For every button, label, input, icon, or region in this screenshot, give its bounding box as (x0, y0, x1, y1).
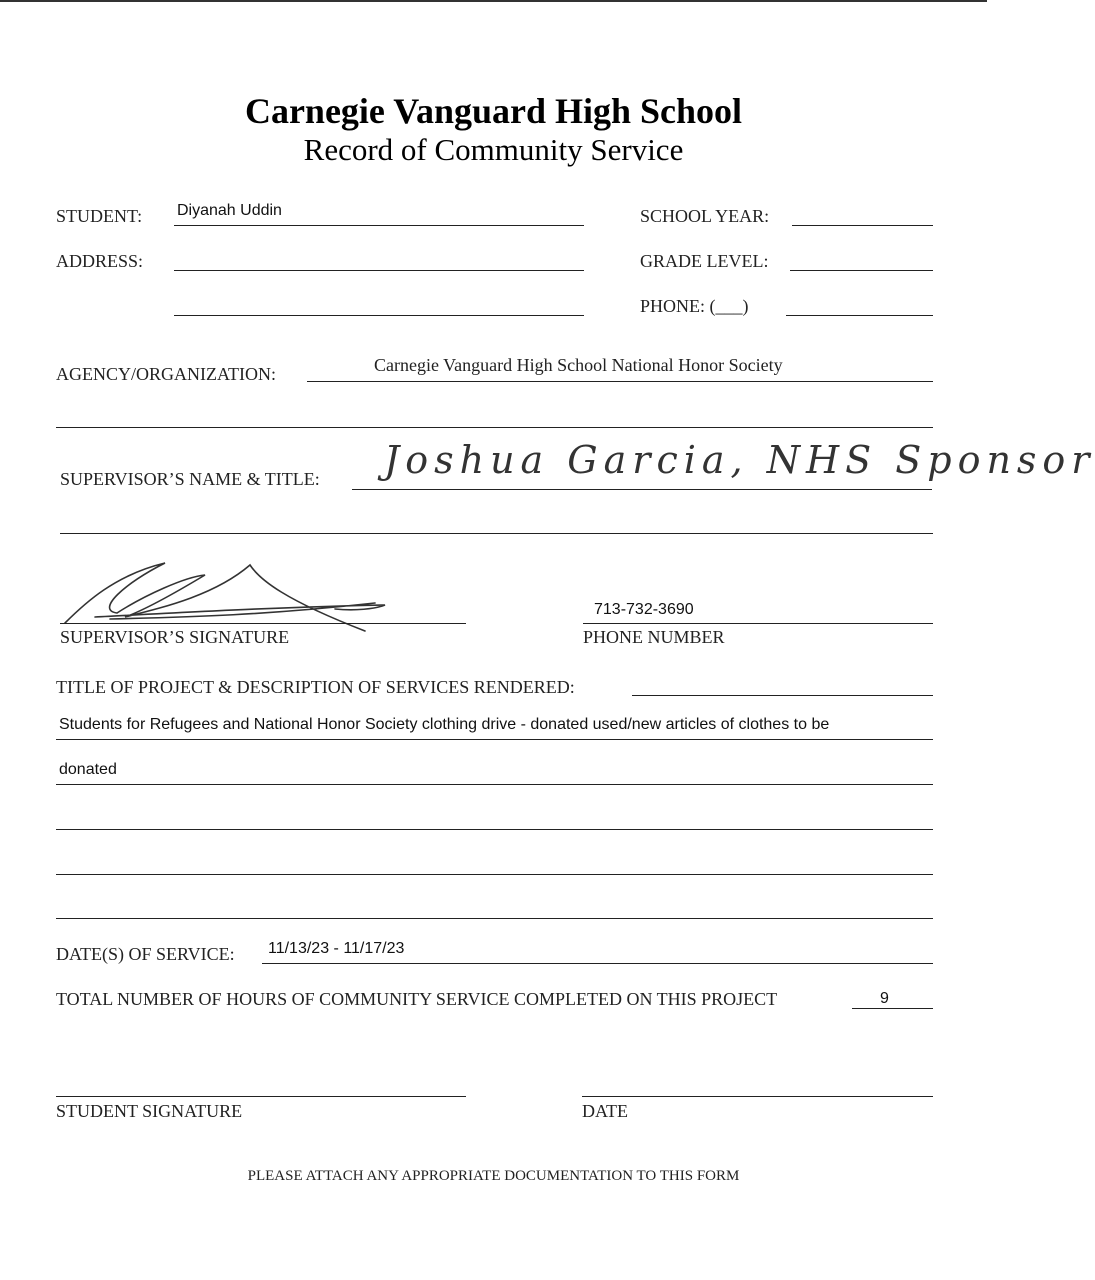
project-text-line2[interactable]: donated (59, 761, 117, 778)
student-value[interactable]: Diyanah Uddin (177, 202, 282, 219)
supervisor-name-handwriting[interactable]: Joshua Garcia, NHS Sponsor (384, 438, 1095, 482)
dates-value[interactable]: 11/13/23 - 11/17/23 (268, 940, 405, 957)
supervisor-name-label: SUPERVISOR’S NAME & TITLE: (60, 469, 320, 489)
school-name: Carnegie Vanguard High School (244, 91, 743, 131)
school-year-field[interactable] (792, 225, 933, 226)
phone-number-line (583, 623, 933, 624)
address-field-line2[interactable] (174, 315, 584, 316)
hours-line (852, 1008, 933, 1009)
agency-line (307, 381, 933, 382)
student-label: STUDENT: (56, 206, 143, 226)
dates-line (262, 963, 933, 964)
project-line3[interactable] (56, 829, 933, 830)
date-line[interactable] (582, 1096, 933, 1097)
phone-number-value[interactable]: 713-732-3690 (594, 601, 694, 618)
project-line1 (56, 739, 933, 740)
supervisor-signature-label: SUPERVISOR’S SIGNATURE (60, 627, 290, 647)
school-year-label: SCHOOL YEAR: (640, 206, 770, 226)
project-line2 (56, 784, 933, 785)
hours-value[interactable]: 9 (880, 990, 889, 1007)
project-line5[interactable] (56, 918, 933, 919)
footer-note: PLEASE ATTACH ANY APPROPRIATE DOCUMENTATION TO THIS FORM (247, 1168, 740, 1184)
agency-value[interactable]: Carnegie Vanguard High School National Honor Society (374, 355, 783, 375)
form-title: Record of Community Service (303, 132, 684, 167)
student-signature-line[interactable] (56, 1096, 466, 1097)
date-label: DATE (582, 1101, 628, 1121)
student-signature-label: STUDENT SIGNATURE (56, 1101, 243, 1121)
supervisor-name-line (352, 489, 932, 490)
dates-label: DATE(S) OF SERVICE: (56, 944, 235, 964)
phone-number-label: PHONE NUMBER (583, 627, 725, 647)
project-line0 (632, 695, 933, 696)
student-line (174, 225, 584, 226)
project-label: TITLE OF PROJECT & DESCRIPTION OF SERVICES RENDERED: (56, 677, 575, 697)
address-field-line1[interactable] (174, 270, 584, 271)
phone-label: PHONE: (___) (640, 296, 749, 316)
phone-field[interactable] (786, 315, 933, 316)
agency-line2[interactable] (56, 427, 933, 428)
supervisor-signature-line[interactable] (60, 623, 466, 624)
project-text-line1[interactable]: Students for Refugees and National Honor Society clothing drive - donated used/new articles of clothes to be (59, 716, 830, 733)
hours-label: TOTAL NUMBER OF HOURS OF COMMUNITY SERVICE COMPLETED ON THIS PROJECT (56, 989, 778, 1009)
supervisor-name-line2[interactable] (60, 533, 933, 534)
address-label: ADDRESS: (56, 251, 144, 271)
top-border (0, 0, 987, 2)
grade-level-field[interactable] (790, 270, 933, 271)
agency-label: AGENCY/ORGANIZATION: (56, 364, 276, 384)
grade-level-label: GRADE LEVEL: (640, 251, 769, 271)
project-line4[interactable] (56, 874, 933, 875)
